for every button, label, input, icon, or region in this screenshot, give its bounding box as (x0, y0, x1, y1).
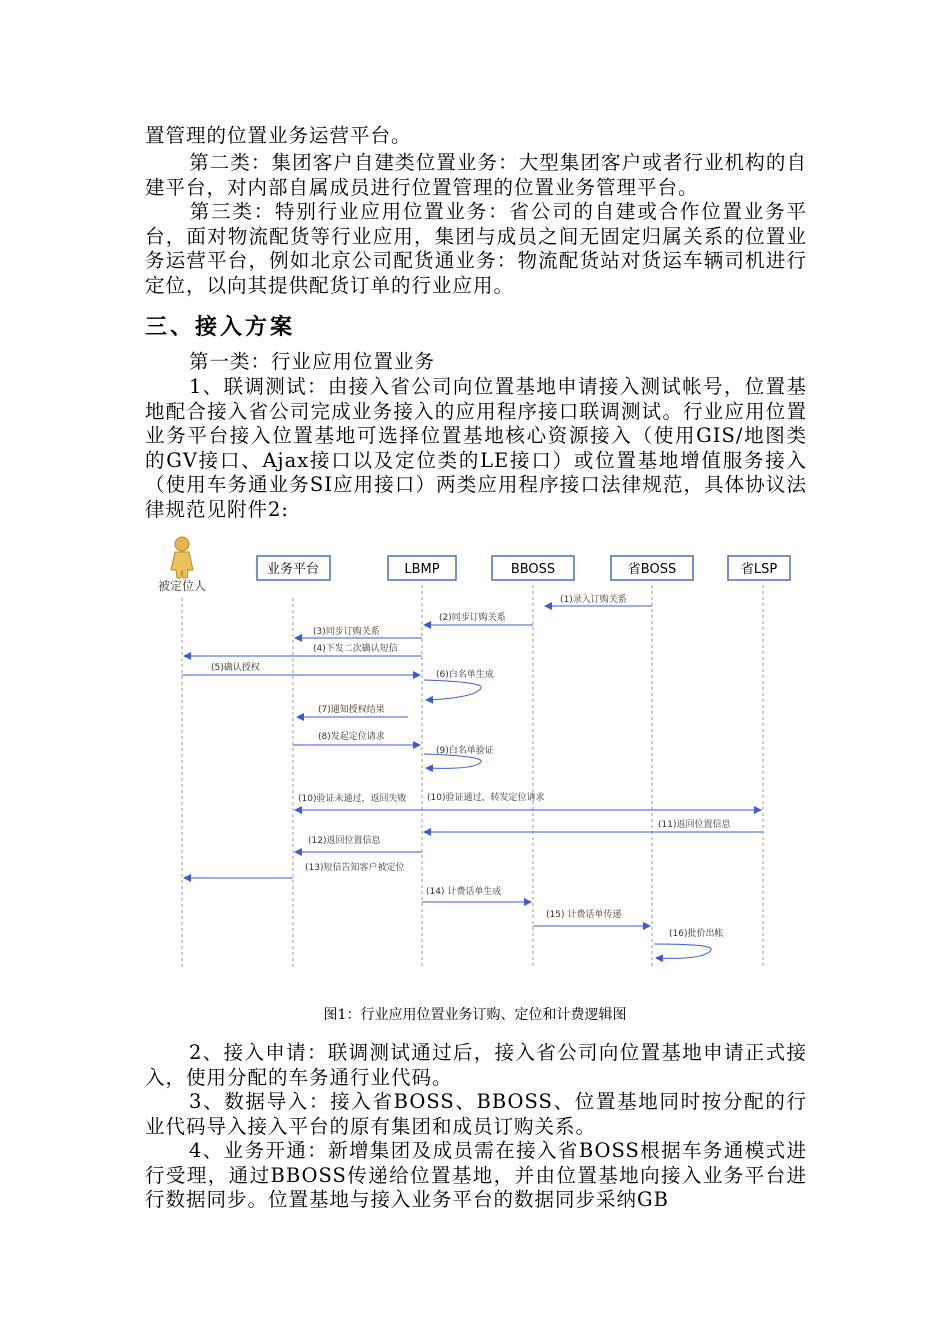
msg-13-label: (13)短信告知客户被定位 (305, 863, 405, 873)
paragraph-8: 4、业务开通：新增集团及成员需在接入省BOSS根据车务通模式进行受理，通过BBOSS传递给位置基地，并由位置基地向接入业务平台进行数据同步。位置基地与接入业务平台的数据同步采纳GB (145, 1139, 807, 1211)
msg-10b-label: (10)验证通过，转发定位请求 (427, 793, 545, 803)
paragraph-5: 1、联调测试：由接入省公司向位置基地申请接入测试帐号，位置基地配合接入省公司完成业务接入的应用程序接口联调测试。行业应用位置业务平台接入位置基地可选择位置基地核心资源接入（使用GIS/地图类的GV接口、Ajax接口以及定位类的LE接口）或位置基地增值服务接入（使用车务通业务SI应用接口）两类应用程序接口法律规范，具体协议法律规范见附件2: (145, 375, 807, 521)
msg-7-label: (7)通知授权结果 (318, 705, 385, 715)
paragraph-3: 第三类：特别行业应用位置业务：省公司的自建或合作位置业务平台，面对物流配货等行业应用，集团与成员之间无固定归属关系的位置业务运营平台，例如北京公司配货通业务：物流配货站对货运车辆司机进行定位，以向其提供配货订单的行业应用。 (145, 200, 807, 297)
msg-14-label: (14) 计费话单生成 (426, 887, 502, 897)
msg-6-arrow (424, 680, 481, 700)
figure-caption: 图1：行业应用位置业务订购、定位和计费逻辑图 (323, 1007, 627, 1023)
paragraph-1: 置管理的位置业务运营平台。 (145, 124, 412, 147)
sequence-diagram (145, 530, 805, 980)
lane-label-lbmp: LBMP (404, 562, 440, 577)
msg-1-label: (1)录入订购关系 (560, 595, 627, 605)
msg-11-label: (11)返回位置信息 (658, 820, 731, 830)
paragraph-2: 第二类：集团客户自建类位置业务：大型集团客户或者行业机构的自建平台，对内部自属成员进行位置管理的位置业务管理平台。 (145, 151, 807, 199)
person-icon (171, 537, 193, 578)
msg-4-label: (4)下发二次确认短信 (313, 644, 398, 654)
actor-label: 被定位人 (157, 579, 207, 593)
paragraph-6: 2、接入申请：联调测试通过后，接入省公司向位置基地申请正式接入，使用分配的车务通行业代码。 (145, 1041, 807, 1089)
lane-label-prov-lsp: 省LSP (740, 562, 778, 577)
lifelines (182, 585, 763, 968)
lane-label-platform: 业务平台 (266, 562, 320, 577)
msg-12-label: (12)返回位置信息 (308, 836, 381, 846)
paragraph-4: 第一类：行业应用位置业务 (189, 350, 436, 373)
msg-10a-label: (10)验证未通过，返回失败 (298, 794, 407, 804)
msg-6-label: (6)白名单生成 (436, 670, 494, 680)
paragraph-7: 3、数据导入：接入省BOSS、BBOSS、位置基地同时按分配的行业代码导入接入平台的原有集团和成员订购关系。 (145, 1090, 807, 1138)
msg-9-arrow (424, 754, 481, 768)
msg-16-label: (16)批价出帐 (669, 929, 724, 939)
msg-5-label: (5)确认授权 (211, 663, 260, 673)
msg-2-label: (2)同步订购关系 (439, 613, 506, 623)
lane-label-bboss: BBOSS (510, 562, 556, 577)
lane-label-prov-boss: 省BOSS (627, 562, 677, 577)
section-heading: 三、接入方案 (145, 314, 296, 340)
msg-16-arrow (654, 944, 711, 958)
msg-3-label: (3)同步订购关系 (313, 627, 380, 637)
msg-15-label: (15) 计费话单传递 (546, 910, 622, 920)
msg-8-label: (8)发起定位请求 (318, 732, 385, 742)
msg-9-label: (9)白名单验证 (436, 746, 494, 756)
